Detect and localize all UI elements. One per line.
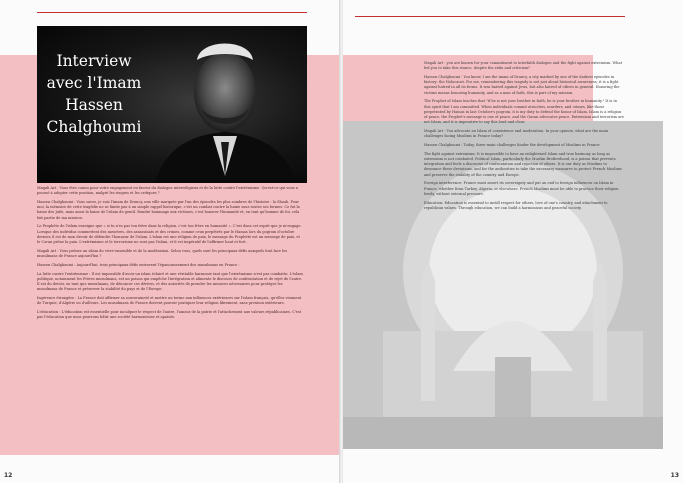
- interview-photo: [37, 26, 307, 183]
- page-number-left: 12: [4, 472, 13, 479]
- paragraph: Hassen Chalghoumi : Aujourd'hui, trois principaux défis entravent l'épanouissement des musulmans en France :: [37, 262, 240, 267]
- paragraph: Hassen Chalghoumi : Vous savez, je suis l'imam de Drancy, une ville marquée par l'un des épisodes les plus sombres de l'histoire : la Shoah. Pour moi, la mémoire de cette tragédie ne se limite pas à un simple rappel historique, c'est un combat contre la haine sous toutes ses formes. Ce fut la haine des Juifs, mais aussi la haine de l'islam de gentil. Rendre hommage aux victimes, c'est honorer l'humanité et, en tant qu'homme de foi, cela fait partie de ma mission.: [37, 200, 300, 220]
- portrait-image: [145, 26, 307, 183]
- page-number-right: 13: [670, 472, 679, 479]
- top-rule-left: [37, 12, 307, 13]
- right-article-body: [424, 61, 624, 215]
- paragraph: Hassen Chalghoumi : Today, three main challenges hinder the development of Muslims in France:: [424, 143, 601, 148]
- paragraph: The fight against extremism: It is impossible to have an enlightened Islam and true harmony as long as extremism is not combated. Political Islam, particularly the Muslim Brotherhood, is a poison that prevents integration and fuels a discourse of confrontation and rejection of others. It is our duty as Muslims to denounce these deviations, and for the authorities to take the necessary measures to protect French Muslims and preserve the stability of the country and Europe.: [424, 151, 622, 177]
- left-article-body: [37, 186, 303, 324]
- paragraph: Hassen Chalghoumi : You know, I am the imam of Drancy, a city marked by one of the darkest episodes in history: the Holocaust. For me, remembering this tragedy is not just about historical awareness; it is a fight against hatred in all its forms. It was hatred against Jews, but also hatred of others in general. Honoring the victims means honoring humanity, and as a man of faith, this is part of my mission.: [424, 75, 620, 95]
- paragraph: Magali Art : Vous prônez un islam du vivre-ensemble et de la modération. Selon vous, quels sont les principaux défis auxquels font face les musulmans de France aujourd'hui ?: [37, 248, 288, 259]
- paragraph: Magali Art : You advocate an Islam of coexistence and moderation. In your opinion, what are the main challenges facing Muslims in France today?: [424, 129, 609, 139]
- left-page: [0, 0, 340, 483]
- page-title: Interview avec l'Imam Hassen Chalghoumi: [46, 52, 142, 136]
- paragraph: Le Prophète de l'islam enseigne que « si tu n'es pas ton frère dans la religion, c'est ton frère en humanité ». C'est dans cet esprit que je m'engage. Lorsque des individus commettent des meurtres, des assassinats et des crimes, comme ceux perpétrés par le Hamas lors du pogrom d'octobre dernier, il est de mon devoir de défendre l'honneur de l'islam. L'islam est une religion de paix, le message du Prophète est un message de paix, et le Coran prône la paix. L'extrémisme et le terrorisme ne sont pas l'islam, et il est impératif de l'affirmer haut et fort.: [37, 224, 302, 245]
- paragraph: Magali Art : Vous êtes connu pour votre engagement en faveur du dialogue interreligieux et de la lutte contre l'extrémisme. Qu'est-ce qui vous a poussé à adopter cette position, malgré les risques et les critiques ?: [37, 186, 298, 196]
- paragraph: The Prophet of Islam teaches that "if he is not your brother in faith, he is your brother in humanity." It is in this spirit that I am committed. When individuals commit atrocities, murders, and crimes, like those perpetrated by Hamas in last October's pogrom, it is my duty to defend the honor of Islam. Islam is a religion of peace, the Prophet's message is one of peace, and the Quran advocates peace. Extremism and terrorism are not Islam, and it is imperative to say this loud and clear.: [424, 99, 624, 125]
- paragraph: Ingérence étrangère : La France doit affirmer sa souveraineté et mettre un terme aux influences extérieures sur l'islam français, qu'elles viennent de Turquie, d'Algérie ou d'ailleurs. Les musulmans de France doivent pouvoir pratiquer leur religion librement, sans pression extérieure.: [37, 296, 302, 306]
- top-rule-right: [355, 16, 625, 17]
- paragraph: Foreign interference: France must assert its sovereignty and put an end to foreign influences on Islam in France, whether from Turkey, Algeria, or elsewhere. French Muslims must be able to practice their religion freely, without external pressure.: [424, 181, 619, 196]
- paragraph: L'éducation : L'éducation est essentielle pour inculquer le respect de l'autre, l'amour de la patrie et l'attachement aux valeurs républicaines. C'est par l'éducation que nous pourrons bâtir une société harmonieuse et apaisée.: [37, 310, 302, 320]
- paragraph: Magali Art : you are known for your commitment to interfaith dialogue and the fight against extremism. What led you to take this stance, despite the risks and criticism?: [424, 61, 623, 71]
- paragraph: La lutte contre l'extrémisme : Il est impossible d'avoir un islam éclairé et une véritable harmonie tant que l'extrémisme n'est pas combattu. L'islam politique, notamment les Frères musulmans, est un poison qui empêche l'intégration et alimente le discours de confrontation et de rejet de l'autre. Il est du devoir, en tant que musulmans, de dénoncer ces dérives, et des autorités de prendre les mesures nécessaires pour protéger les musulmans de France et préserver la stabilité du pays et de l'Europe.: [37, 271, 303, 292]
- paragraph: Education: Education is essential to instill respect for others, love of one's country, and attachment to republican values. Through education, we can build a harmonious and peaceful society.: [424, 200, 608, 210]
